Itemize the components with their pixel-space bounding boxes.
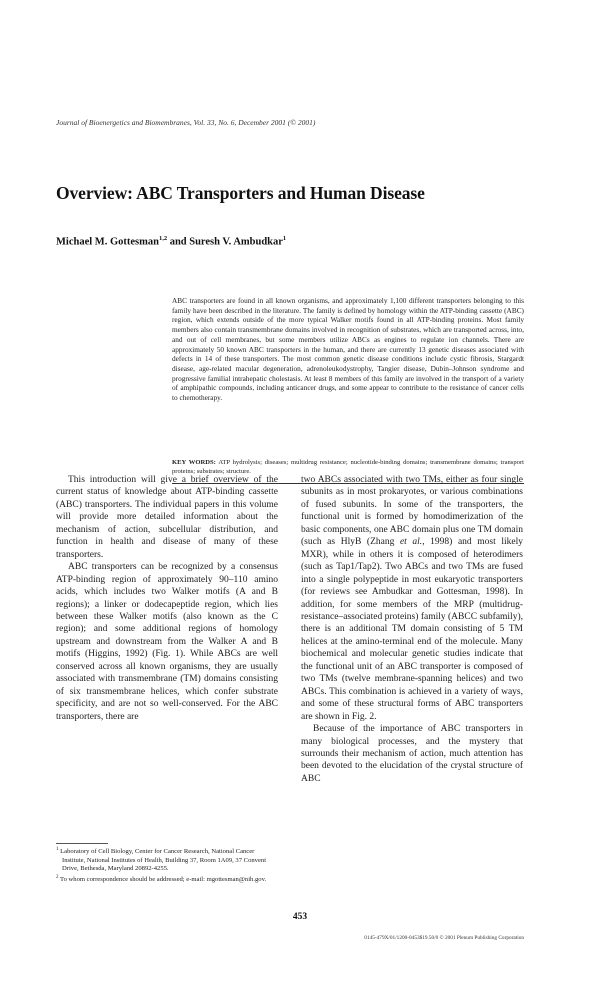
body-text: two ABCs associated with two TMs, either as four single subunits as in most prokaryotes, or various combinations of fused subunits. In some of the transporters, the functional unit is formed by homodimerization of the basic components, one ABC domain plus one TM domain (such as HlyB (Zhang	[301, 475, 523, 548]
footnotes	[56, 846, 278, 884]
footnote-text: To whom correspondence should be addressed; e-mail: mgottesman@nih.gov.	[58, 875, 267, 883]
author-name: Suresh V. Ambudkar	[189, 236, 283, 248]
body-paragraph: This introduction will give a brief overview of the current status of knowledge about ATP-binding cassette (ABC) transporters. The individual papers in this volume will provide more detailed information about the mechanism of action, subcellular distribution, and function in health and disease of many of these transporters.	[56, 475, 278, 560]
footnote	[56, 874, 278, 885]
body-column-right	[301, 474, 523, 785]
footnote	[56, 846, 278, 874]
citation-italic: et al.	[399, 537, 423, 548]
abstract	[172, 296, 524, 403]
body-column-left	[56, 474, 278, 723]
author-affiliation-mark: 1	[282, 235, 287, 242]
paper-title: Overview: ABC Transporters and Human Disease	[56, 183, 425, 203]
page-number: 453	[292, 912, 308, 922]
body-paragraph: Because of the importance of ABC transporters in many biological processes, and the mystery that surrounds their mechanism of action, much attention has been devoted to the elucidation of the crystal structure of ABC	[301, 724, 523, 784]
publisher-id-line: 0145-479X/01/1200-0453$19.50/0 © 2001 Plenum Publishing Corporation	[364, 935, 524, 941]
abstract-text: ABC transporters are found in all known organisms, and approximately 1,100 different transporters belonging to this family have been described in the literature. The family is defined by homology within the ATP-binding cassette (ABC) region, which extends outside of the more typical Walker motifs found in all ATP-binding proteins. Most family members also contain transmembrane domains involved in recognition of substrates, which are transported across, into, and out of cell membranes, but some members utilize ABCs as engines to regulate ion channels. There are approximately 50 known ABC transporters in the human, and there are currently 13 genetic diseases associated with defects in 14 of these transporters. The most common genetic disease conditions include cystic fibrosis, Stargardt disease, age-related macular degeneration, adrenoleukodystrophy, Tangier disease, Dubin–Johnson syndrome and progressive familial intrahepatic cholestasis. At least 8 members of this family are involved in the transport of a variety of amphipathic compounds, including anticancer drugs, and some appear to contribute to the resistance of cancer cells to chemotherapy.	[172, 296, 524, 403]
journal-citation: Journal of Bioenergetics and Biomembranes, Vol. 33, No. 6, December 2001 (© 2001)	[56, 118, 316, 127]
author-list	[56, 235, 286, 248]
author-name: Michael M. Gottesman	[56, 236, 159, 248]
body-paragraph	[301, 474, 523, 723]
author-affiliation-mark: 1,2	[158, 235, 168, 242]
keywords-label: KEY WORDS:	[172, 459, 216, 466]
footnote-divider	[56, 843, 108, 844]
author-joiner: and	[167, 236, 190, 248]
body-paragraph: ABC transporters can be recognized by a consensus ATP-binding region of approximately 90–110 amino acids, which includes two Walker motifs (A and B regions); a linker or dodecapeptide region, which lies between these Walker motifs (also known as the C region); and some additional regions of homology upstream and downstream from the Walker A and B motifs (Higgins, 1992) (Fig. 1). While ABCs are well conserved across all known organisms, they are usually associated with transmembrane (TM) domains consisting of six transmembrane helices, which confer substrate specificity, and are not so well-conserved. For the ABC transporters, there are	[56, 562, 278, 722]
footnote-mark: 1	[56, 847, 59, 852]
footnote-mark: 2	[56, 874, 59, 880]
keywords-text: ATP hydrolysis; diseases; multidrug resistance; nucleotide-binding domains; transmembrane domains; transport proteins; substrates; structure.	[172, 459, 524, 475]
body-text: , 1998) and most likely MXR), while in others it is composed of heterodimers (such as Tap1/Tap2). Two ABCs and two TMs are fused into a single polypeptide in most eukaryotic transporters (for reviews see Ambudkar and Gottesman, 1998). In addition, for some members of the MRP (multidrug-resistance–associated proteins) family (ABCC subfamily), there is an additional TM domain consisting of 5 TM helices at the amino-terminal end of the molecule. Many biochemical and molecular genetic studies indicate that the functional unit of an ABC transporter is composed of two TMs (twelve membrane-spanning helices) and two ABCs. This combination is achieved in a variety of ways, and some of these structural forms of ABC transporters are shown in Fig. 2.	[301, 537, 523, 722]
footnote-text: Laboratory of Cell Biology, Center for Cancer Research, National Cancer Institute, National Institutes of Health, Building 37, Room 1A09, 37 Convent Drive, Bethesda, Maryland 20892-4255.	[58, 848, 267, 873]
